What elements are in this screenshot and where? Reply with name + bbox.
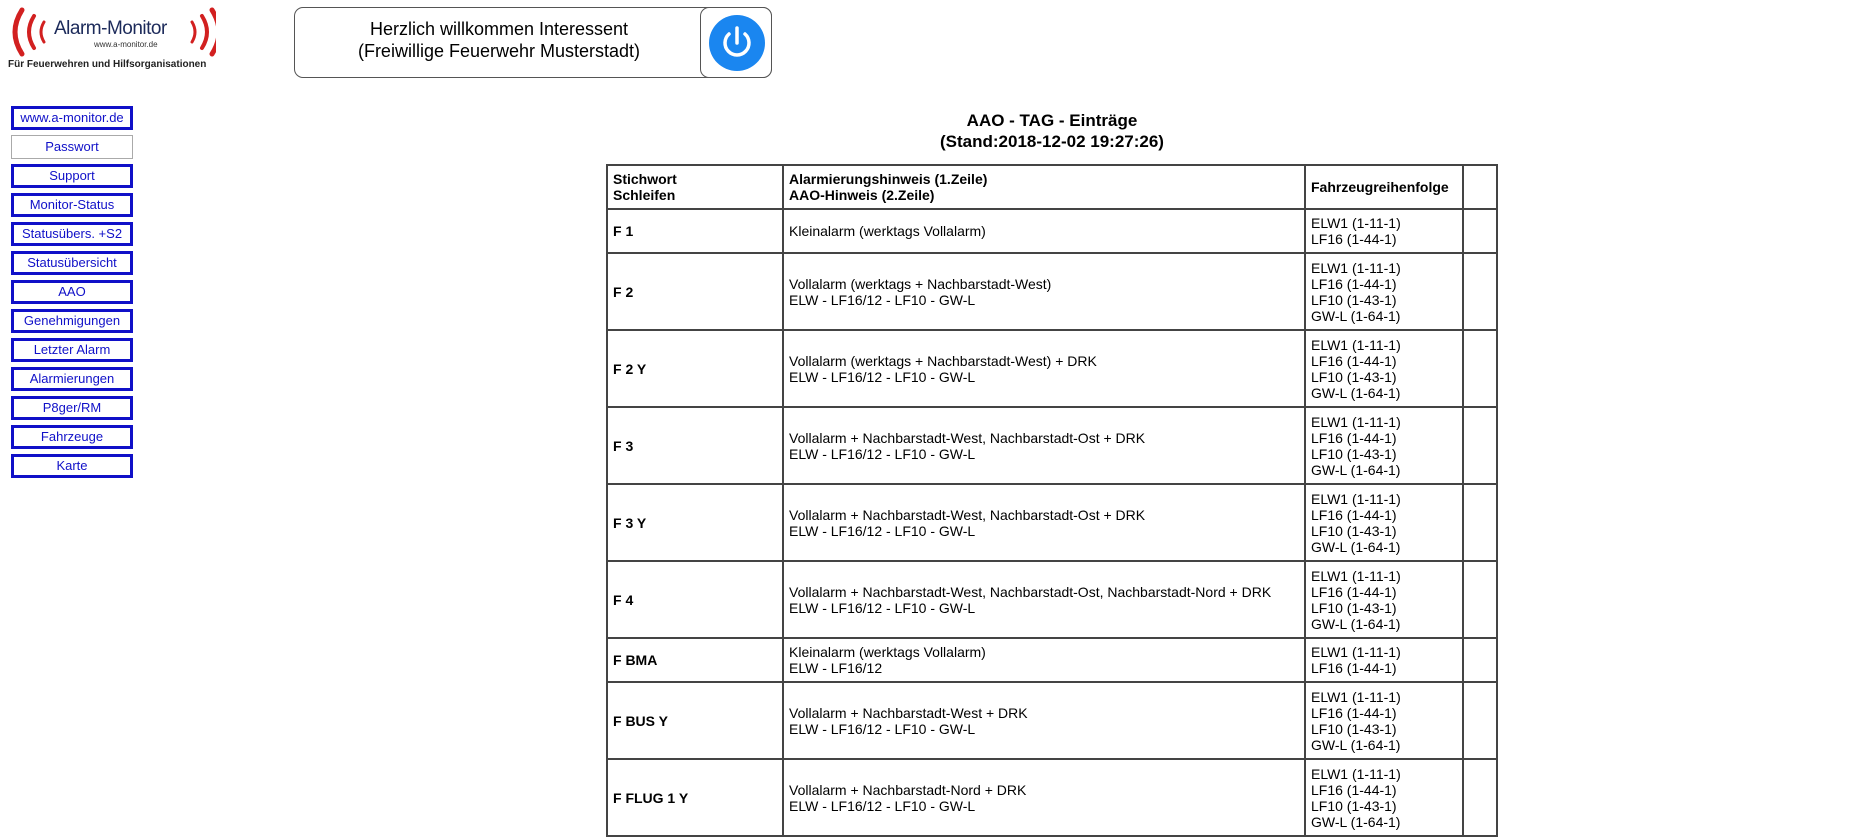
fahrzeug-line: LF10 (1-43-1) — [1311, 291, 1397, 308]
hinweis-line: Kleinalarm (werktags Vollalarm) — [789, 644, 986, 660]
fahrzeug-line: ELW1 (1-11-1) — [1311, 567, 1401, 584]
page-title-main: AAO - TAG - Einträge — [966, 111, 1138, 130]
table-row — [607, 682, 1497, 759]
hinweis-line: Vollalarm + Nachbarstadt-West, Nachbarstadt-Ost + DRK — [789, 506, 1146, 523]
fahrzeug-line: ELW1 (1-11-1) — [1311, 765, 1401, 782]
cell-hinweis — [783, 638, 1305, 682]
cell-empty — [1463, 209, 1497, 253]
aao-table — [606, 164, 1498, 837]
sidebar-item-fahrzeuge[interactable]: Fahrzeuge — [11, 425, 133, 449]
logo-slogan: Für Feuerwehren und Hilfsorganisationen — [8, 59, 207, 70]
cell-fahrzeuge — [1305, 484, 1463, 561]
cell-empty — [1463, 253, 1497, 330]
fahrzeug-line: ELW1 (1-11-1) — [1311, 215, 1401, 231]
sidebar-item-p8ger-rm[interactable]: P8ger/RM — [11, 396, 133, 420]
sidebar-nav — [11, 106, 133, 483]
cell-stichwort: F 2 Y — [607, 330, 783, 407]
cell-hinweis — [783, 759, 1305, 836]
cell-fahrzeuge — [1305, 253, 1463, 330]
fahrzeug-line: GW-L (1-64-1) — [1311, 307, 1401, 324]
cell-empty — [1463, 759, 1497, 836]
fahrzeug-line: LF16 (1-44-1) — [1311, 352, 1397, 369]
table-row — [607, 561, 1497, 638]
table-header-row — [607, 165, 1497, 209]
fahrzeug-line: ELW1 (1-11-1) — [1311, 336, 1401, 353]
cell-empty — [1463, 561, 1497, 638]
fahrzeug-line: ELW1 (1-11-1) — [1311, 259, 1401, 276]
hinweis-line: ELW - LF16/12 - LF10 - GW-L — [789, 599, 976, 616]
cell-stichwort: F 4 — [607, 561, 783, 638]
cell-fahrzeuge — [1305, 682, 1463, 759]
logout-button[interactable] — [700, 7, 772, 78]
sidebar-item-alarmierungen[interactable]: Alarmierungen — [11, 367, 133, 391]
fahrzeug-line: LF16 (1-44-1) — [1311, 429, 1397, 446]
cell-hinweis — [783, 407, 1305, 484]
hinweis-line: Vollalarm (werktags + Nachbarstadt-West) + DRK — [789, 352, 1097, 369]
cell-hinweis — [783, 209, 1305, 253]
cell-fahrzeuge — [1305, 407, 1463, 484]
table-body — [607, 209, 1497, 836]
cell-empty — [1463, 638, 1497, 682]
fahrzeug-line: ELW1 (1-11-1) — [1311, 644, 1401, 660]
alarm-monitor-logo — [6, 4, 216, 72]
sidebar-item-website[interactable]: www.a-monitor.de — [11, 106, 133, 130]
cell-empty — [1463, 682, 1497, 759]
hinweis-line: Kleinalarm (werktags Vollalarm) — [789, 223, 986, 239]
sidebar-item-monitor-status[interactable]: Monitor-Status — [11, 193, 133, 217]
fahrzeug-line: GW-L (1-64-1) — [1311, 461, 1401, 478]
cell-stichwort: F 1 — [607, 209, 783, 253]
fahrzeug-line: ELW1 (1-11-1) — [1311, 490, 1401, 507]
header-hinweis: Alarmierungshinweis (1.Zeile) AAO-Hinweis (2.Zeile) — [783, 165, 1305, 209]
hinweis-line: ELW - LF16/12 - LF10 - GW-L — [789, 291, 976, 308]
fahrzeug-line: GW-L (1-64-1) — [1311, 813, 1401, 830]
sidebar-item-support[interactable]: Support — [11, 164, 133, 188]
hinweis-line: ELW - LF16/12 — [789, 660, 883, 676]
hinweis-line: ELW - LF16/12 - LF10 - GW-L — [789, 445, 976, 462]
hinweis-line: Vollalarm (werktags + Nachbarstadt-West) — [789, 275, 1052, 292]
fahrzeug-line: ELW1 (1-11-1) — [1311, 688, 1401, 705]
cell-empty — [1463, 484, 1497, 561]
cell-empty — [1463, 407, 1497, 484]
fahrzeug-line: LF16 (1-44-1) — [1311, 704, 1397, 721]
cell-fahrzeuge — [1305, 209, 1463, 253]
fahrzeug-line: ELW1 (1-11-1) — [1311, 413, 1401, 430]
cell-fahrzeuge — [1305, 759, 1463, 836]
sidebar-item-aao[interactable]: AAO — [11, 280, 133, 304]
fahrzeug-line: LF10 (1-43-1) — [1311, 445, 1397, 462]
cell-hinweis — [783, 330, 1305, 407]
fahrzeug-line: LF10 (1-43-1) — [1311, 720, 1397, 737]
hinweis-line: Vollalarm + Nachbarstadt-West + DRK — [789, 704, 1028, 721]
fahrzeug-line: LF16 (1-44-1) — [1311, 660, 1397, 676]
hinweis-line: ELW - LF16/12 - LF10 - GW-L — [789, 797, 976, 814]
sidebar-item-letzter-alarm[interactable]: Letzter Alarm — [11, 338, 133, 362]
fahrzeug-line: LF16 (1-44-1) — [1311, 275, 1397, 292]
cell-fahrzeuge — [1305, 561, 1463, 638]
header-stichwort: Stichwort Schleifen — [607, 165, 783, 209]
fahrzeug-line: LF10 (1-43-1) — [1311, 522, 1397, 539]
hinweis-line: Vollalarm + Nachbarstadt-West, Nachbarstadt-Ost + DRK — [789, 429, 1146, 446]
welcome-line-1: Herzlich willkommen Interessent — [369, 19, 629, 39]
table-row — [607, 209, 1497, 253]
header-fahrzeugreihenfolge: Fahrzeugreihenfolge — [1305, 165, 1463, 209]
sidebar-item-statusuebersicht[interactable]: Statusübersicht — [11, 251, 133, 275]
fahrzeug-line: GW-L (1-64-1) — [1311, 736, 1401, 753]
fahrzeug-line: LF16 (1-44-1) — [1311, 781, 1397, 798]
table-row — [607, 330, 1497, 407]
cell-stichwort: F FLUG 1 Y — [607, 759, 783, 836]
welcome-line-2: (Freiwillige Feuerwehr Musterstadt) — [357, 41, 641, 61]
fahrzeug-line: LF16 (1-44-1) — [1311, 506, 1397, 523]
fahrzeug-line: GW-L (1-64-1) — [1311, 615, 1401, 632]
hinweis-line: ELW - LF16/12 - LF10 - GW-L — [789, 368, 976, 385]
cell-fahrzeuge — [1305, 638, 1463, 682]
hinweis-line: ELW - LF16/12 - LF10 - GW-L — [789, 522, 976, 539]
page-title — [606, 110, 1498, 152]
cell-hinweis — [783, 253, 1305, 330]
welcome-text — [295, 18, 703, 62]
logo-name: Alarm-Monitor — [54, 18, 167, 39]
cell-stichwort: F BUS Y — [607, 682, 783, 759]
cell-hinweis — [783, 561, 1305, 638]
fahrzeug-line: LF16 (1-44-1) — [1311, 583, 1397, 600]
header-empty — [1463, 165, 1497, 209]
logo-url: www.a-monitor.de — [94, 40, 158, 49]
table-row — [607, 484, 1497, 561]
fahrzeug-line: LF10 (1-43-1) — [1311, 797, 1397, 814]
sidebar-item-karte[interactable]: Karte — [11, 454, 133, 478]
power-icon — [709, 15, 765, 71]
sidebar-item-genehmigungen[interactable]: Genehmigungen — [11, 309, 133, 333]
fahrzeug-line: GW-L (1-64-1) — [1311, 538, 1401, 555]
table-row — [607, 407, 1497, 484]
fahrzeug-line: LF10 (1-43-1) — [1311, 368, 1397, 385]
welcome-box — [294, 7, 772, 78]
cell-stichwort: F 2 — [607, 253, 783, 330]
table-row — [607, 638, 1497, 682]
hinweis-line: Vollalarm + Nachbarstadt-Nord + DRK — [789, 781, 1027, 798]
page-title-stand: (Stand:2018-12-02 19:27:26) — [940, 132, 1164, 151]
sidebar-item-passwort[interactable]: Passwort — [11, 135, 133, 159]
hinweis-line: Vollalarm + Nachbarstadt-West, Nachbarstadt-Ost, Nachbarstadt-Nord + DRK — [789, 583, 1272, 600]
table-row — [607, 253, 1497, 330]
table-row — [607, 759, 1497, 836]
cell-hinweis — [783, 484, 1305, 561]
cell-fahrzeuge — [1305, 330, 1463, 407]
sidebar-item-statusuebers-s2[interactable]: Statusübers. +S2 — [11, 222, 133, 246]
cell-hinweis — [783, 682, 1305, 759]
hinweis-line: ELW - LF16/12 - LF10 - GW-L — [789, 720, 976, 737]
fahrzeug-line: LF16 (1-44-1) — [1311, 231, 1397, 247]
cell-stichwort: F 3 Y — [607, 484, 783, 561]
cell-stichwort: F BMA — [607, 638, 783, 682]
fahrzeug-line: LF10 (1-43-1) — [1311, 599, 1397, 616]
cell-stichwort: F 3 — [607, 407, 783, 484]
fahrzeug-line: GW-L (1-64-1) — [1311, 384, 1401, 401]
cell-empty — [1463, 330, 1497, 407]
